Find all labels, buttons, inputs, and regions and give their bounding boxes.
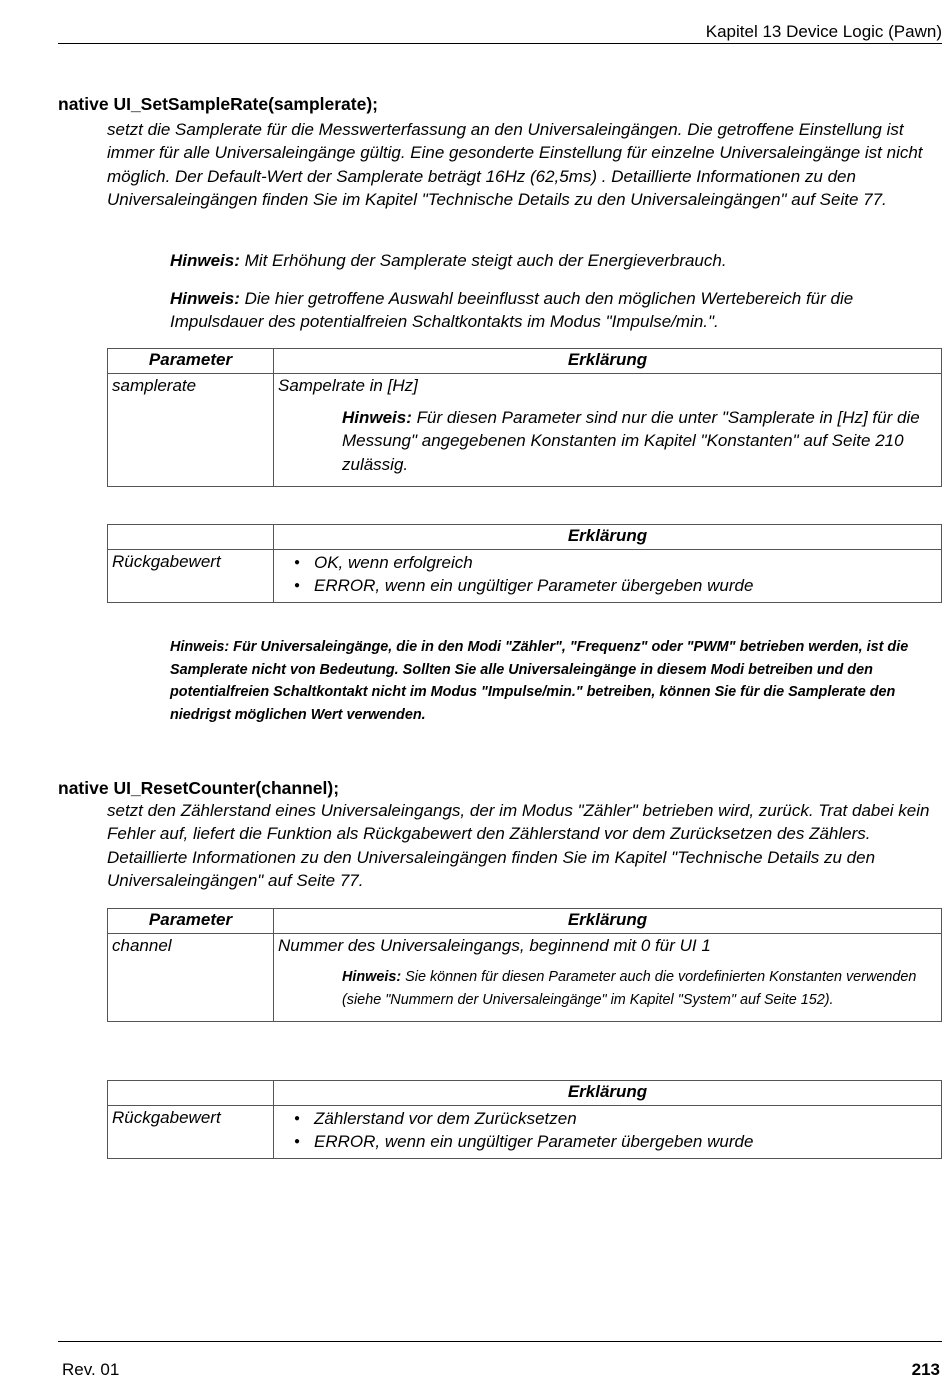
table-row <box>108 1106 942 1159</box>
parameter-table-samplerate <box>107 348 942 487</box>
return-value-label: Rückgabewert <box>108 1106 274 1159</box>
table-row <box>108 550 942 603</box>
parameter-explanation <box>274 934 942 1022</box>
function-description-reset-counter: setzt den Zählerstand eines Universaleingangs, der im Modus "Zähler" betrieben wird, zurück. Trat dabei kein Fehler auf, liefert die Funktion als Rückgabewert den Zählerstand vor dem Zurücksetzen des Zählers. Detaillierte Informationen zu den Universaleingängen finden Sie im Kapitel "Technische Details zu den Universaleingängen" auf Seite 77. <box>107 801 930 890</box>
column-header-empty <box>108 1081 274 1106</box>
function-signature-reset-counter: native UI_ResetCounter(channel); <box>58 778 340 798</box>
page-footer <box>58 1341 942 1379</box>
column-header-empty <box>108 525 274 550</box>
list-item: ● ERROR, wenn ein ungültiger Parameter übergeben wurde <box>314 1131 937 1154</box>
hint-samplerate-irrelevant <box>170 636 942 726</box>
column-header-explanation: Erklärung <box>274 525 942 550</box>
parameter-hint <box>342 406 937 476</box>
return-value-list <box>278 1108 937 1153</box>
list-item: ● OK, wenn erfolgreich <box>314 552 937 575</box>
table-row <box>108 374 942 487</box>
return-value-list-cell <box>274 550 942 603</box>
hint-text: Für diesen Parameter sind nur die unter "Samplerate in [Hz] für die Messung" angegebenen Konstanten im Kapitel "Konstanten" auf Seite 210 zulässig. <box>342 408 920 474</box>
table-row <box>108 934 942 1022</box>
chapter-title: Kapitel 13 Device Logic (Pawn) <box>705 22 942 41</box>
table-header-row <box>108 1081 942 1106</box>
hint-text: Die hier getroffene Auswahl beeinflusst auch den möglichen Wertebereich für die Impulsdauer des potentialfreien Schaltkontakts im Modus "Impulse/min.". <box>170 289 854 332</box>
hint-label: Hinweis: <box>170 251 240 270</box>
list-item: ● ERROR, wenn ein ungültiger Parameter übergeben wurde <box>314 575 937 598</box>
table-header-row <box>108 349 942 374</box>
list-item: ● Zählerstand vor dem Zurücksetzen <box>314 1108 937 1131</box>
hint-impulse-range <box>170 287 942 334</box>
parameter-name: samplerate <box>108 374 274 487</box>
parameter-description: Nummer des Universaleingangs, beginnend mit 0 für UI 1 <box>278 936 711 955</box>
parameter-explanation <box>274 374 942 487</box>
hint-label: Hinweis: <box>342 408 412 427</box>
column-header-parameter: Parameter <box>108 909 274 934</box>
table-header-row <box>108 909 942 934</box>
hint-label: Hinweis: <box>170 289 240 308</box>
column-header-parameter: Parameter <box>108 349 274 374</box>
parameter-table-channel <box>107 908 942 1022</box>
revision-label: Rev. 01 <box>62 1360 120 1379</box>
return-value-list-cell <box>274 1106 942 1159</box>
hint-text: Für Universaleingänge, die in den Modi "Zähler", "Frequenz" oder "PWM" betrieben werden, ist die Samplerate nicht von Bedeutung. Sollten Sie alle Universaleingänge in diesem Modi betreiben und den potentialfreien Schaltkontakt nicht im Modus "Impulse/min." betreiben, können Sie für die Samplerate den niedrigst möglichen Wert verwenden. <box>170 639 909 723</box>
parameter-hint <box>342 966 937 1011</box>
hint-label: Hinweis: <box>342 969 402 985</box>
hint-energy <box>170 249 942 272</box>
hint-text: Mit Erhöhung der Samplerate steigt auch der Energieverbrauch. <box>239 251 727 270</box>
return-value-table-channel <box>107 1080 942 1159</box>
column-header-explanation: Erklärung <box>274 349 942 374</box>
return-value-list <box>278 552 937 597</box>
table-header-row <box>108 525 942 550</box>
hint-label: Hinweis: <box>170 639 230 655</box>
page-header <box>58 20 942 44</box>
return-value-label: Rückgabewert <box>108 550 274 603</box>
function-signature-set-sample-rate: native UI_SetSampleRate(samplerate); <box>58 94 378 114</box>
column-header-explanation: Erklärung <box>274 1081 942 1106</box>
return-value-table-samplerate <box>107 524 942 603</box>
parameter-name: channel <box>108 934 274 1022</box>
page-number: 213 <box>911 1360 940 1379</box>
column-header-explanation: Erklärung <box>274 909 942 934</box>
function-description-set-sample-rate: setzt die Samplerate für die Messwerterfassung an den Universaleingängen. Die getroffene Einstellung ist immer für alle Universaleingänge gültig. Eine gesonderte Einstellung für einzelne Universaleingänge ist nicht möglich. Der Default-Wert der Samplerate beträgt 16Hz (62,5ms) . Detaillierte Informationen zu den Universaleingängen finden Sie im Kapitel "Technische Details zu den Universaleingängen" auf Seite 77. <box>107 120 923 209</box>
parameter-description: Sampelrate in [Hz] <box>278 376 418 395</box>
hint-text: Sie können für diesen Parameter auch die vordefinierten Konstanten verwenden (siehe "Nummern der Universaleingänge" im Kapitel "System" auf Seite 152). <box>342 969 917 1008</box>
